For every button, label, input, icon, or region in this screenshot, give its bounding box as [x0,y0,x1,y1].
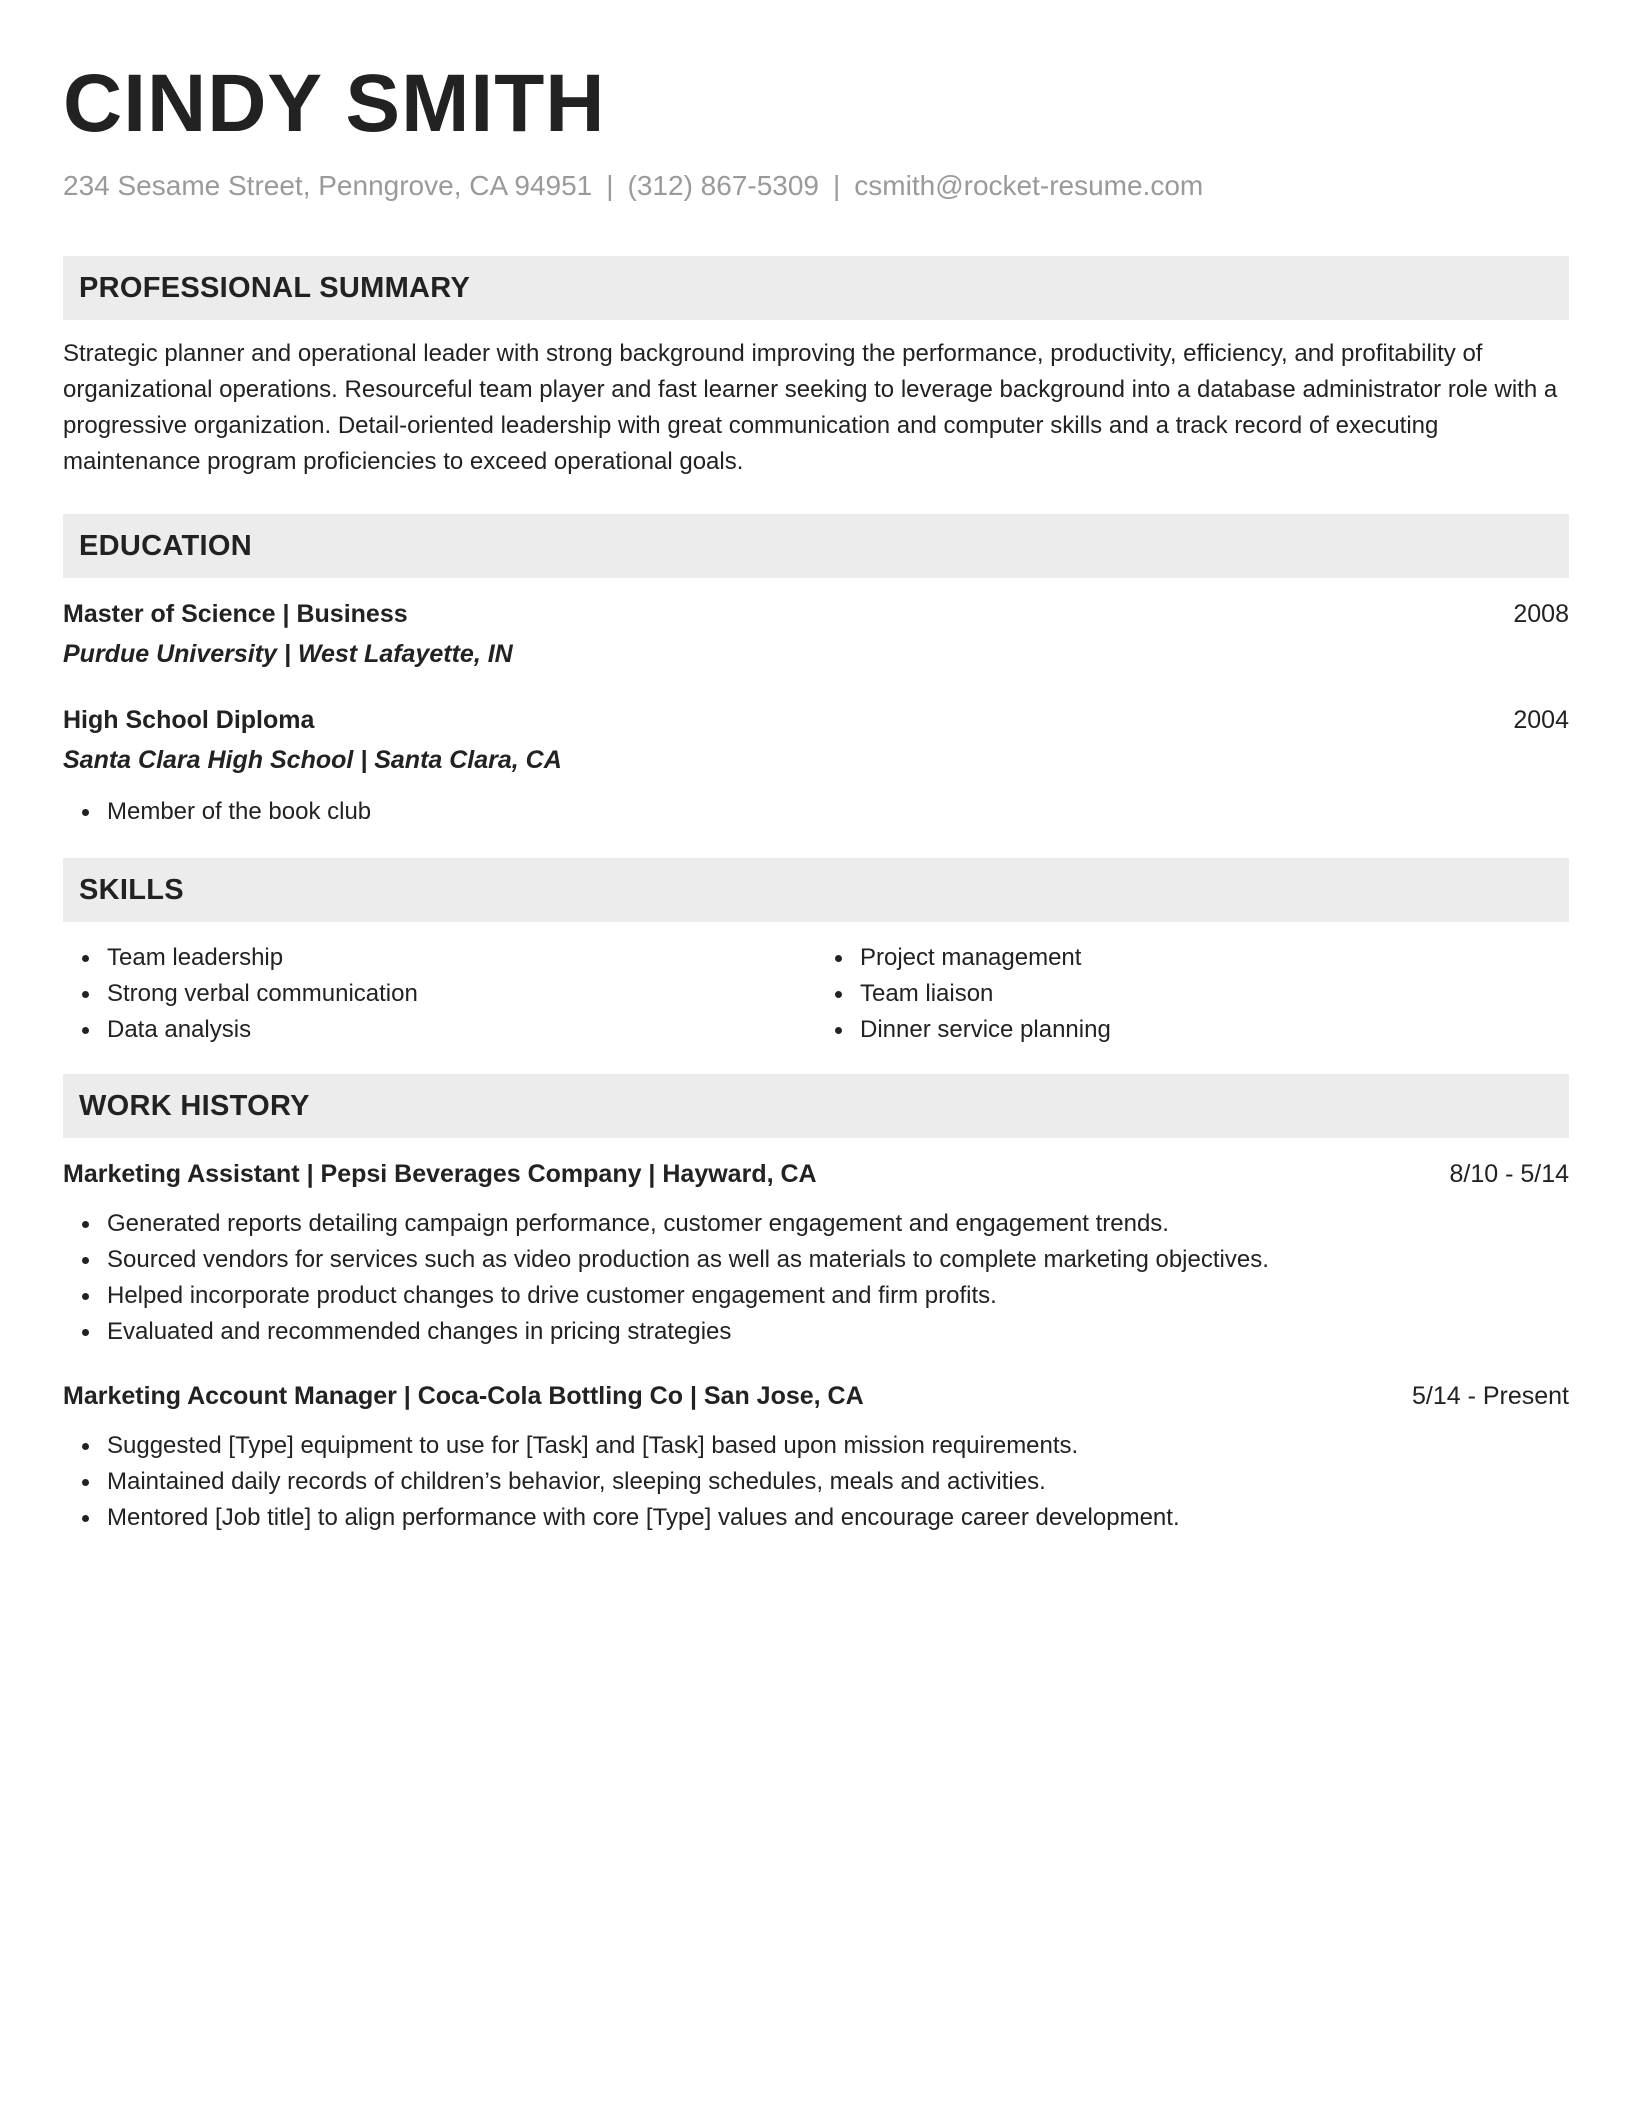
job-bullets [63,1206,1569,1350]
job-dates: 5/14 - Present [1411,1382,1569,1410]
list-item: Project management [860,940,1569,976]
list-item: Team leadership [107,940,816,976]
list-item: Evaluated and recommended changes in pricing strategies [107,1314,1569,1350]
section-heading-skills: SKILLS [63,858,1569,922]
list-item: Mentored [Job title] to align performance with core [Type] values and encourage career development. [107,1500,1569,1536]
section-heading-education: EDUCATION [63,514,1569,578]
job-title: Marketing Account Manager | Coca-Cola Bottling Co | San Jose, CA [63,1382,864,1410]
list-item: Sourced vendors for services such as video production as well as materials to complete marketing objectives. [107,1242,1569,1278]
job-row [63,1156,1569,1192]
education-degree: Master of Science | Business [63,600,408,628]
section-heading-summary: PROFESSIONAL SUMMARY [63,256,1569,320]
job-title: Marketing Assistant | Pepsi Beverages Company | Hayward, CA [63,1160,817,1188]
contact-separator: | [606,170,614,201]
summary-text: Strategic planner and operational leader with strong background improving the performance, productivity, efficiency, and profitability of organizational operations. Resourceful team player and fast learner seeking to leverage background into a database administrator role with a progressive organization. Detail-oriented leadership with great communication and computer skills and a track record of executing maintenance program proficiencies to exceed operational goals. [63,340,1558,475]
list-item: Helped incorporate product changes to drive customer engagement and firm profits. [107,1278,1569,1314]
education-bullets [63,794,1569,830]
list-item: Team liaison [860,976,1569,1012]
education-year: 2008 [1513,600,1569,628]
list-item: Data analysis [107,1012,816,1048]
education-school: Purdue University | West Lafayette, IN [63,640,513,668]
education-entry [63,702,1569,830]
contact-separator: | [833,170,841,201]
list-item: Maintained daily records of children’s behavior, sleeping schedules, meals and activities. [107,1464,1569,1500]
skills-column-left [63,940,816,1048]
job-entry [63,1156,1569,1350]
contact-phone: (312) 867-5309 [627,170,820,201]
contact-line [63,168,1569,204]
education-row [63,702,1569,738]
list-item: Suggested [Type] equipment to use for [Task] and [Task] based upon mission requirements. [107,1428,1569,1464]
education-entry [63,596,1569,672]
job-entry [63,1378,1569,1536]
skills-column-right [816,940,1569,1048]
job-row [63,1378,1569,1414]
list-item: Generated reports detailing campaign performance, customer engagement and engagement trends. [107,1206,1569,1242]
candidate-name: CINDY SMITH [63,58,606,149]
job-dates: 8/10 - 5/14 [1449,1160,1569,1188]
contact-email: csmith@rocket-resume.com [854,170,1204,201]
education-school: Santa Clara High School | Santa Clara, CA [63,746,562,774]
list-item: Member of the book club [107,794,1569,830]
contact-address: 234 Sesame Street, Penngrove, CA 94951 [63,170,593,201]
skills-list [63,940,816,1048]
section-heading-work: WORK HISTORY [63,1074,1569,1138]
skills-list [816,940,1569,1048]
skills-grid [63,940,1569,1048]
list-item: Strong verbal communication [107,976,816,1012]
job-bullets [63,1428,1569,1536]
education-year: 2004 [1513,706,1569,734]
education-degree: High School Diploma [63,706,315,734]
education-row [63,596,1569,632]
list-item: Dinner service planning [860,1012,1569,1048]
